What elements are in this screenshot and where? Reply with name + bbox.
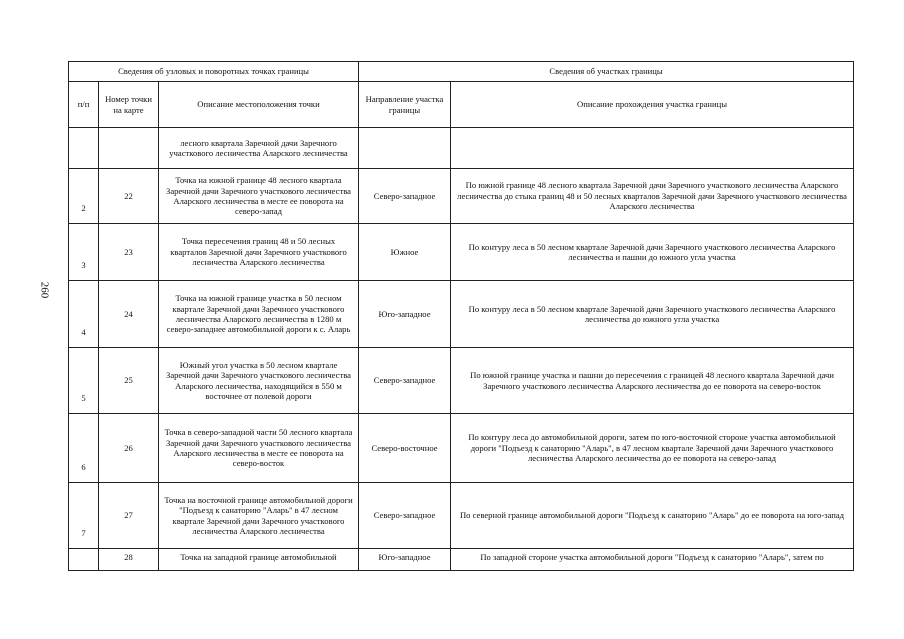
row-direction [359, 128, 451, 169]
row-direction: Северо-западное [359, 169, 451, 224]
header-direction: Направление участка границы [359, 82, 451, 128]
row-map-number: 24 [99, 281, 159, 348]
row-map-number: 25 [99, 348, 159, 414]
row-location: Точка на восточной границе автомобильной дороги "Подъезд к санаторию "Аларь" в 47 лесном квартале Заречной дачи Заречного участкового лесничества Аларского лесничества [159, 483, 359, 549]
row-direction: Юго-западное [359, 281, 451, 348]
page-number: 260 [38, 281, 51, 299]
row-pp: 2 [69, 169, 99, 224]
table-row [69, 224, 854, 281]
table-row [69, 348, 854, 414]
row-map-number: 28 [99, 549, 159, 571]
row-passage: По контуру леса в 50 лесном квартале Заречной дачи Заречного участкового лесничества Аларского лесничества до южного угла участка [451, 281, 854, 348]
boundary-table [68, 61, 854, 571]
row-direction: Северо-восточное [359, 414, 451, 483]
row-map-number: 27 [99, 483, 159, 549]
header-location: Описание местоположения точки [159, 82, 359, 128]
row-map-number: 22 [99, 169, 159, 224]
row-location: Точка на южной границе 48 лесного квартала Заречной дачи Заречного участкового лесничества Аларского лесничества в месте ее поворота на северо-запад [159, 169, 359, 224]
row-passage: По южной границе участка и пашни до пересечения с границей 48 лесного квартала Заречной дачи Заречного участкового лесничества Аларского лесничества до ее поворота на северо-восток [451, 348, 854, 414]
row-pp: 7 [69, 483, 99, 549]
row-pp [69, 549, 99, 571]
row-passage [451, 128, 854, 169]
row-direction: Южное [359, 224, 451, 281]
header-passage: Описание прохождения участка границы [451, 82, 854, 128]
row-passage: По контуру леса в 50 лесном квартале Заречной дачи Заречного участкового лесничества Аларского лесничества и пашни до южного угла участка [451, 224, 854, 281]
row-pp: 5 [69, 348, 99, 414]
row-pp: 3 [69, 224, 99, 281]
row-passage: По контуру леса до автомобильной дороги, затем по юго-восточной стороне участка автомобильной дороги "Подъезд к санаторию "Аларь", в 47 лесном квартале Заречной дачи Заречного участкового лесничества Аларского лесничества до ее поворота на северо-запад [451, 414, 854, 483]
header-sections-group: Сведения об участках границы [359, 62, 854, 82]
row-passage: По северной границе автомобильной дороги "Подъезд к санаторию "Аларь" до ее поворота на юго-запад [451, 483, 854, 549]
row-location: Точка в северо-западной части 50 лесного квартала Заречной дачи Заречного участкового лесничества Аларского лесничества в месте ее поворота на северо-восток [159, 414, 359, 483]
table-row [69, 414, 854, 483]
header-map-number: Номер точки на карте [99, 82, 159, 128]
row-passage: По западной стороне участка автомобильной дороги "Подъезд к санаторию "Аларь", затем по [451, 549, 854, 571]
table-row [69, 281, 854, 348]
row-passage: По южной границе 48 лесного квартала Заречной дачи Заречного участкового лесничества Аларского лесничества до стыка границ 48 и 50 лесных кварталов Заречной дачи Заречного участкового лесничества Аларского лесничества [451, 169, 854, 224]
header-pp: п/п [69, 82, 99, 128]
row-pp [69, 128, 99, 169]
table-row [69, 549, 854, 571]
row-direction: Юго-западное [359, 549, 451, 571]
row-pp: 6 [69, 414, 99, 483]
row-location: Точка пересечения границ 48 и 50 лесных кварталов Заречной дачи Заречного участкового лесничества Аларского лесничества [159, 224, 359, 281]
table-row [69, 483, 854, 549]
row-location: Южный угол участка в 50 лесном квартале Заречной дачи Заречного участкового лесничества Аларского лесничества, находящийся в 550 м восточнее от полевой дороги [159, 348, 359, 414]
table-row [69, 169, 854, 224]
row-map-number: 26 [99, 414, 159, 483]
row-location: лесного квартала Заречной дачи Заречного участкового лесничества Аларского лесничества [159, 128, 359, 169]
row-location: Точка на южной границе участка в 50 лесном квартале Заречной дачи Заречного участкового лесничества Аларского лесничества в 1280 м северо-западнее автомобильной дороги к с. Аларь [159, 281, 359, 348]
row-pp: 4 [69, 281, 99, 348]
row-map-number: 23 [99, 224, 159, 281]
table-row [69, 128, 854, 169]
row-map-number [99, 128, 159, 169]
row-direction: Северо-западное [359, 348, 451, 414]
row-direction: Северо-западное [359, 483, 451, 549]
row-location: Точка на западной границе автомобильной [159, 549, 359, 571]
header-points-group: Сведения об узловых и поворотных точках границы [69, 62, 359, 82]
